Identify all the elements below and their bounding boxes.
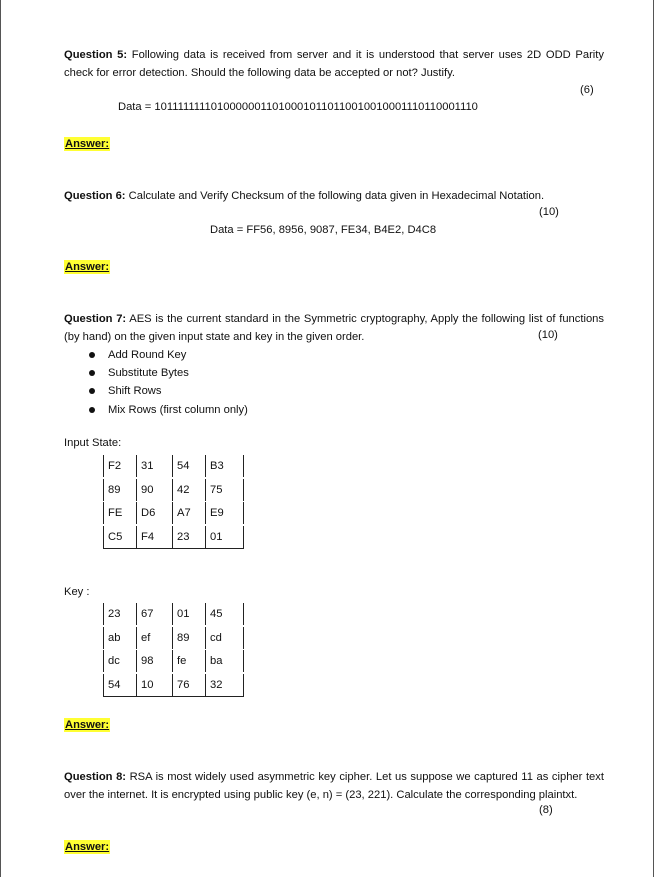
matrix-cell: 31 [136,455,172,477]
input-state-label: Input State: [64,437,122,449]
matrix-cell: 89 [172,627,205,649]
question-8-answer-label: Answer: [65,841,110,853]
matrix-cell: 76 [172,674,205,696]
question-6-data: Data = FF56, 8956, 9087, FE34, B4E2, D4C8 [210,224,437,236]
matrix-cell: 42 [172,479,205,501]
matrix-bottom-border [103,696,244,697]
matrix-cell: 45 [205,603,244,625]
matrix-cell: 32 [205,674,244,696]
matrix-cell: cd [205,627,244,649]
question-5 [64,47,604,82]
question-5-answer-label: Answer: [65,138,110,150]
matrix-cell: 54 [103,674,136,696]
matrix-cell: 90 [136,479,172,501]
matrix-cell: C5 [103,526,136,548]
question-7-text: AES is the current standard in the Symmetric cryptography, Apply the following list of functions (by hand) on the given input state and key in the given order. [64,313,604,343]
question-6-answer-label: Answer: [65,261,110,273]
matrix-cell: dc [103,650,136,672]
matrix-cell: 67 [136,603,172,625]
matrix-bottom-border [103,548,244,549]
matrix-cell: 10 [136,674,172,696]
question-8 [64,769,604,804]
matrix-cell: F2 [103,455,136,477]
question-6-marks: (10) [539,206,559,218]
matrix-cell: fe [172,650,205,672]
matrix-cell: 01 [205,526,244,548]
matrix-cell: 01 [172,603,205,625]
question-6-text: Calculate and Verify Checksum of the following data given in Hexadecimal Notation. [125,190,545,202]
question-5-data: Data = 101111111101000000110100010110110010010001110110001110 [118,101,478,113]
matrix-cell: 23 [103,603,136,625]
question-7 [64,311,604,346]
matrix-cell: ef [136,627,172,649]
question-7-label: Question 7: [64,313,127,325]
question-6-label: Question 6: [64,190,126,202]
matrix-cell: B3 [205,455,244,477]
list-item: Mix Rows (first column only) [89,401,248,419]
aes-function-list [89,346,248,419]
matrix-cell: 75 [205,479,244,501]
question-8-text: RSA is most widely used asymmetric key cipher. Let us suppose we captured 11 as cipher text over the internet. It is encrypted using public key (e, n) = (23, 221). Calculate the corresponding plaintxt. [64,771,604,801]
key-label: Key : [64,586,90,598]
matrix-cell: D6 [136,502,172,524]
matrix-cell: 54 [172,455,205,477]
matrix-cell: 89 [103,479,136,501]
question-5-text: Following data is received from server and it is understood that server uses 2D ODD Parity check for error detection. Should the following data be accepted or not? Justify. [64,49,604,79]
question-7-answer-label: Answer: [65,719,110,731]
matrix-cell: A7 [172,502,205,524]
question-6 [64,188,604,206]
matrix-cell: ba [205,650,244,672]
matrix-cell: FE [103,502,136,524]
matrix-cell: ab [103,627,136,649]
question-8-label: Question 8: [64,771,127,783]
question-5-label: Question 5: [64,49,128,61]
list-item: Shift Rows [89,382,248,400]
matrix-cell: E9 [205,502,244,524]
matrix-cell: 98 [136,650,172,672]
matrix-cell: F4 [136,526,172,548]
question-5-marks: (6) [580,84,594,96]
question-8-marks: (8) [539,804,553,816]
question-7-marks: (10) [538,329,558,341]
list-item: Substitute Bytes [89,364,248,382]
matrix-cell: 23 [172,526,205,548]
list-item: Add Round Key [89,346,248,364]
